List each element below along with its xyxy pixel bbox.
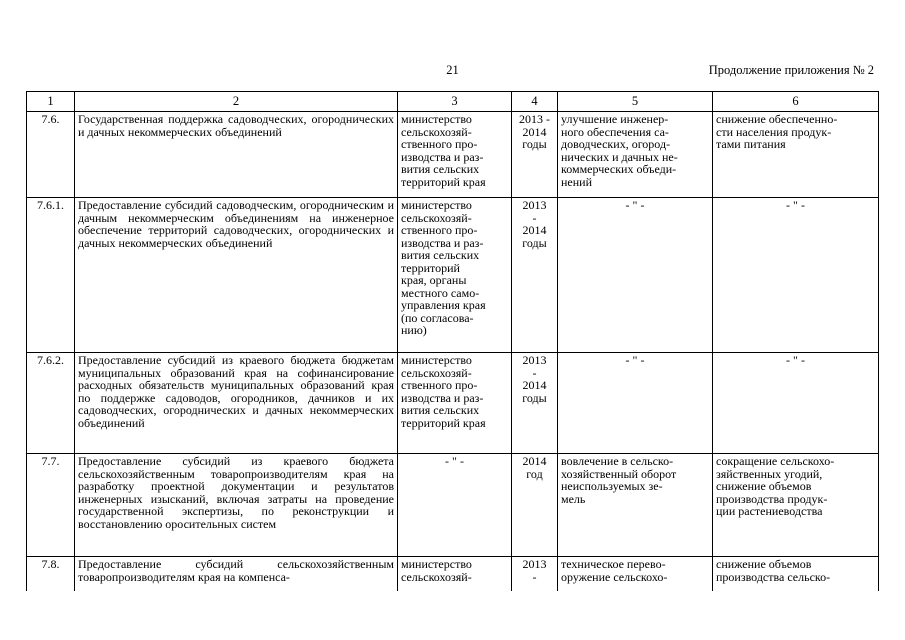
page-number: 21	[446, 63, 459, 77]
measure-title: Предоставление субсидий садоводческим, огородническим и дачным некоммерческим объединениям на инженерное обеспечение территорий садоводческих, огороднических и дачных некоммерческих объединений	[75, 198, 398, 353]
header-row	[27, 92, 879, 112]
period: 2013 - 2014 годы	[512, 353, 558, 454]
responsible-dept: министерство сельскохозяй- ственного про- изводства и раз- вития сельских территорий края, органы местного само- управления края (по согласова- нию)	[398, 198, 512, 353]
col-header-2: 2	[75, 92, 398, 112]
table-row	[27, 198, 879, 353]
expected-result: улучшение инженер- ного обеспечения са- доводческих, огород- нических и дачных не- коммерческих объеди- нений	[558, 112, 713, 198]
table-row	[27, 353, 879, 454]
row-number: 7.8.	[27, 557, 75, 591]
table-row	[27, 112, 879, 198]
measure-title: Государственная поддержка садоводческих, огороднических и дачных некоммерческих объединений	[75, 112, 398, 198]
measure-title: Предоставление субсидий из краевого бюджета бюджетам муниципальных образований края на софинансирование расходных обязательств муниципальных образований края по поддержке садоводов, огородников, дачников и их садоводческих, огороднических и дачных некоммерческих объединений	[75, 353, 398, 454]
responsible-dept: министерство сельскохозяй- ственного про- изводства и раз- вития сельских территорий края	[398, 353, 512, 454]
table-row	[27, 454, 879, 557]
consequence	[713, 353, 879, 454]
col-header-1: 1	[27, 92, 75, 112]
responsible-dept: министерство сельскохозяй- ственного про- изводства и раз- вития сельских территорий края	[398, 112, 512, 198]
expected-result	[558, 353, 713, 454]
row-number: 7.6.1.	[27, 198, 75, 353]
ditto-mark: - " -	[625, 353, 645, 367]
program-table	[26, 91, 879, 591]
ditto-mark: - " -	[625, 198, 645, 212]
ditto-mark: - " -	[786, 353, 805, 367]
col-header-6: 6	[713, 92, 879, 112]
appendix-note: Продолжение приложения № 2	[708, 63, 874, 77]
expected-result: вовлечение в сельско- хозяйственный оборот неиспользуемых зе- мель	[558, 454, 713, 557]
measure-title: Предоставление субсидий из краевого бюджета сельскохозяйственным товаропроизводителям края на разработку проектной документации и результатов инженерных изысканий, включая затраты на проведение государственной экспертизы, по реконструкции и восстановлению оросительных систем	[75, 454, 398, 557]
consequence: снижение обеспеченно- сти населения продук- тами питания	[713, 112, 879, 198]
period: 2013 - 2014 годы	[512, 198, 558, 353]
responsible-dept	[398, 454, 512, 557]
responsible-dept: министерство сельскохозяй-	[398, 557, 512, 591]
period: 2014 год	[512, 454, 558, 557]
consequence: снижение объемов производства сельско-	[713, 557, 879, 591]
expected-result: техническое перево- оружение сельскохо-	[558, 557, 713, 591]
period: 2013 -	[512, 557, 558, 591]
measure-title: Предоставление субсидий сельскохозяйственным товаропроизводителям края на компенса-	[75, 557, 398, 591]
consequence: сокращение сельскохо- зяйственных угодий, снижение объемов производства продук- ции растениеводства	[713, 454, 879, 557]
col-header-4: 4	[512, 92, 558, 112]
ditto-mark: - " -	[445, 454, 464, 468]
col-header-3: 3	[398, 92, 512, 112]
row-number: 7.6.	[27, 112, 75, 198]
consequence	[713, 198, 879, 353]
ditto-mark: - " -	[786, 198, 805, 212]
table-row	[27, 557, 879, 591]
row-number: 7.7.	[27, 454, 75, 557]
col-header-5: 5	[558, 92, 713, 112]
period: 2013 - 2014 годы	[512, 112, 558, 198]
expected-result	[558, 198, 713, 353]
row-number: 7.6.2.	[27, 353, 75, 454]
